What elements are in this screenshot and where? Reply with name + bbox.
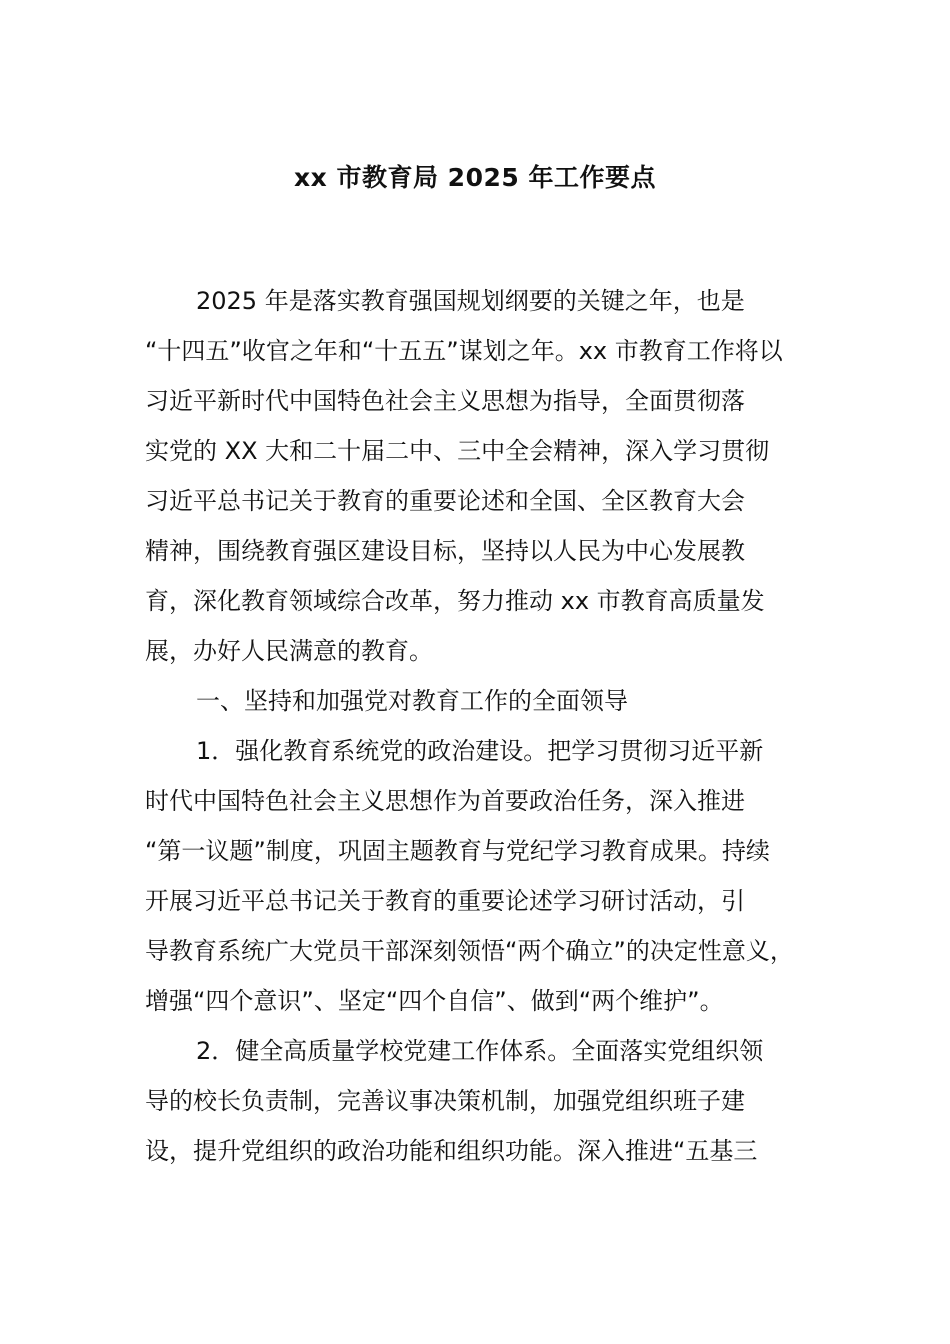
paragraph-line: “十四五”收官之年和“十五五”谋划之年。xx 市教育工作将以 bbox=[145, 337, 783, 365]
section-heading: 一、坚持和加强党对教育工作的全面领导 bbox=[196, 687, 628, 715]
paragraph-line: 习近平总书记关于教育的重要论述和全国、全区教育大会 bbox=[145, 487, 745, 515]
paragraph-line: 2025 年是落实教育强国规划纲要的关键之年，也是 bbox=[196, 287, 745, 315]
paragraph-line: 设，提升党组织的政治功能和组织功能。深入推进“五基三 bbox=[145, 1137, 758, 1165]
paragraph-line: 育，深化教育领域综合改革，努力推动 xx 市教育高质量发 bbox=[145, 587, 765, 615]
paragraph-line: 展，办好人民满意的教育。 bbox=[145, 637, 433, 665]
paragraph-line: 精神，围绕教育强区建设目标，坚持以人民为中心发展教 bbox=[145, 537, 745, 565]
paragraph-line: 习近平新时代中国特色社会主义思想为指导，全面贯彻落 bbox=[145, 387, 745, 415]
document-title: xx 市教育局 2025 年工作要点 bbox=[294, 163, 656, 192]
paragraph-line: 实党的 XX 大和二十届二中、三中全会精神，深入学习贯彻 bbox=[145, 437, 770, 465]
paragraph-line: 导教育系统广大党员干部深刻领悟“两个确立”的决定性意义， bbox=[145, 937, 794, 965]
paragraph-line: 1．强化教育系统党的政治建设。把学习贯彻习近平新 bbox=[196, 737, 764, 765]
paragraph-line: “第一议题”制度，巩固主题教育与党纪学习教育成果。持续 bbox=[145, 837, 770, 865]
paragraph-line: 导的校长负责制，完善议事决策机制，加强党组织班子建 bbox=[145, 1087, 745, 1115]
paragraph-line: 开展习近平总书记关于教育的重要论述学习研讨活动，引 bbox=[145, 887, 745, 915]
paragraph-line: 2．健全高质量学校党建工作体系。全面落实党组织领 bbox=[196, 1037, 764, 1065]
paragraph-line: 时代中国特色社会主义思想作为首要政治任务，深入推进 bbox=[145, 787, 745, 815]
paragraph-line: 增强“四个意识”、坚定“四个自信”、做到“两个维护”。 bbox=[145, 987, 724, 1015]
